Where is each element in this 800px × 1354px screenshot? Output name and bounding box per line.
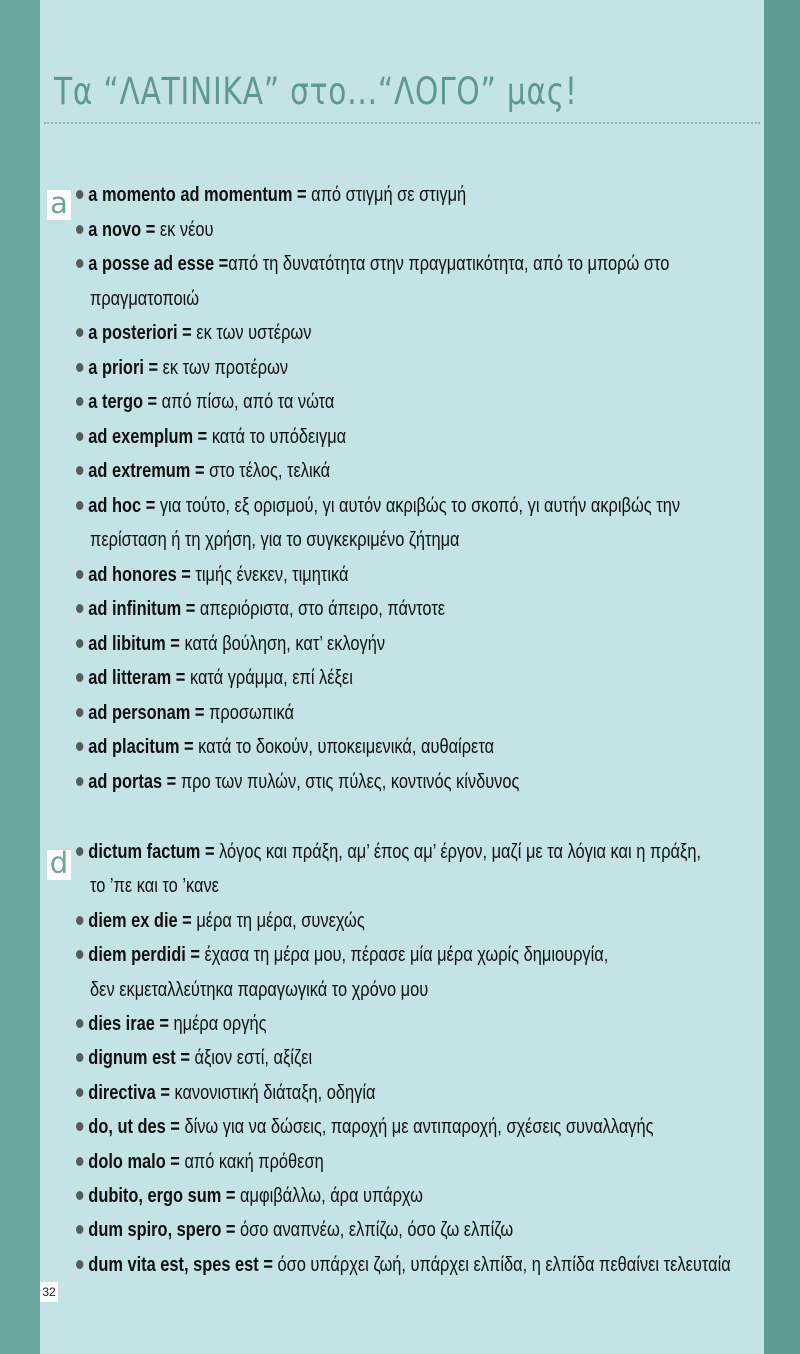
entry-separator: = [221,1185,241,1207]
entry-term: dignum est [88,1047,176,1070]
entry-separator: = [214,253,229,275]
list-item [76,385,334,420]
entry-separator: = [143,356,163,379]
entry-separator: = [155,1081,175,1104]
entry-separator: = [142,391,162,413]
entry-definition: δίνω για να δώσεις, παροχή με αντιπαροχή, σχέσεις συναλλαγής [184,1116,654,1139]
bullet-icon [76,916,83,925]
bullet-icon [76,397,83,406]
entry-definition: από πίσω, από τα νώτα [161,391,335,413]
entry-definition: από κακή πρόθεση [184,1150,324,1173]
bullet-icon [76,639,83,648]
entry-term: ad honores [88,563,177,586]
entry-definition-continuation: δεν εκμεταλλεύτηκα παραγωγικά το χρόνο μου [90,978,429,1001]
entry-definition: κατά βούληση, κατ’ εκλογήν [184,632,386,655]
entry-separator: = [181,598,200,620]
entry-definition-continuation: το ’πε και το ’κανε [90,875,219,898]
entry-definition: όσο αναπνέω, ελπίζω, όσο ζω ελπίζω [240,1219,514,1242]
bullet-icon [76,570,83,579]
entry-term: dum spiro, spero [88,1219,222,1242]
entry-definition: όσο υπάρχει ζωή, υπάρχει ελπίδα, η ελπίδα πεθαίνει τελευταία [277,1253,731,1276]
entry-term: ad exemplum [88,425,194,448]
bullet-icon [76,466,83,475]
entry-term: a posteriori [88,322,178,344]
entry-term: directiva [88,1081,156,1104]
list-item [76,1248,731,1283]
entry-definition: εκ νέου [159,218,214,241]
bullet-icon [76,328,83,337]
entry-definition: στο τέλος, τελικά [209,460,331,482]
entry-term: dies irae [88,1013,155,1035]
bullet-icon [76,673,83,682]
list-item [76,420,346,455]
bullet-icon [76,1053,83,1062]
list-item [76,1007,266,1042]
entry-separator: = [179,736,199,758]
bullet-icon [76,777,83,786]
list-item [76,730,494,765]
bullet-icon [76,363,83,372]
entry-definition: τιμής ένεκεν, τιμητικά [195,563,349,586]
entry-term: ad extremum [88,460,191,482]
bullet-icon [76,1122,83,1131]
entry-term: ad libitum [88,632,166,655]
list-item [76,938,608,973]
entry-definition: αμφιβάλλω, άρα υπάρχω [240,1185,423,1207]
entry-term: ad litteram [88,667,172,689]
entry-term: dum vita est, spes est [88,1253,259,1276]
list-item [76,592,445,627]
entry-term: ad portas [88,770,163,793]
entry-term: a posse ad esse [88,253,215,275]
entry-definition: για τούτο, εξ ορισμού, γι αυτόν ακριβώς το σκοπό, γι αυτήν ακριβώς την [159,494,681,517]
entry-separator: = [190,460,210,482]
entry-definition-continuation: περίσταση ή τη χρήση, για το συγκεκριμένο ζήτημα [90,529,460,551]
list-item [76,904,365,939]
entry-term: ad personam [88,701,191,724]
entry-term: a momento ad momentum [88,184,293,206]
list-item [76,835,701,870]
title-divider [44,122,760,124]
bullet-icon [76,1019,83,1028]
entry-term: a novo [88,218,142,241]
entry-term: dubito, ergo sum [88,1185,222,1207]
entry-definition: έχασα τη μέρα μου, πέρασε μία μέρα χωρίς δημιουργία, [204,944,609,967]
entry-term: do, ut des [88,1116,166,1139]
list-item [76,316,311,351]
list-item [76,351,288,386]
entry-separator: = [141,494,160,517]
entry-separator: = [176,563,196,586]
entry-separator: = [193,425,212,448]
entry-term: ad placitum [88,736,180,758]
page-title: Τα “ΛΑΤΙΝΙΚΑ” στο...“ΛΟΓΟ” μας! [54,70,578,113]
entry-definition: προ των πυλών, στις πύλες, κοντινός κίνδυνος [180,770,520,793]
entry-definition: κατά το υπόδειγμα [211,425,347,448]
entry-term: diem ex die [88,909,178,932]
entry-definition: κανονιστική διάταξη, οδηγία [174,1081,376,1104]
entry-separator: = [171,667,190,689]
entry-term: ad infinitum [88,598,182,620]
section-letter-a: a [47,190,71,220]
entry-separator: = [292,184,312,206]
bullet-icon [76,432,83,441]
list-item [76,765,519,800]
entry-separator: = [154,1013,174,1035]
entry-separator: = [162,770,181,793]
entry-term: dictum factum [88,841,201,863]
list-item [76,696,294,731]
list-item [76,1041,312,1076]
entry-separator: = [258,1253,278,1276]
entry-definition: κατά γράμμα, επί λέξει [189,667,353,689]
entry-definition: από στιγμή σε στιγμή [311,184,467,206]
section-letter-d: d [47,850,71,880]
entry-separator: = [190,701,210,724]
entry-separator: = [177,322,197,344]
entry-separator: = [221,1219,241,1242]
entry-definition: άξιον εστί, αξίζει [194,1047,313,1070]
entry-separator: = [175,1047,195,1070]
list-item [76,1179,423,1214]
entry-term: a tergo [88,391,143,413]
entry-term: a priori [88,356,144,379]
bullet-icon [76,1191,83,1200]
page-number: 32 [40,1282,58,1302]
bullet-icon [76,225,83,234]
entry-definition: προσωπικά [209,701,294,724]
entry-term: ad hoc [88,494,142,517]
entry-definition: λόγος και πράξη, αμ’ έπος αμ’ έργον, μαζί με τα λόγια και η πράξη, [219,841,702,863]
bullet-icon [76,742,83,751]
bullet-icon [76,259,83,268]
list-item [76,558,348,593]
list-item [76,1213,513,1248]
list-item [76,1076,375,1111]
list-item [76,1145,324,1180]
entry-separator: = [185,944,205,967]
bullet-icon [76,847,83,856]
bullet-icon [76,1260,83,1269]
entry-separator: = [141,218,160,241]
entry-separator: = [165,1116,185,1139]
entry-term: dolo malo [88,1150,166,1173]
entry-term: diem perdidi [88,944,186,967]
entry-separator: = [177,909,197,932]
entry-separator: = [200,841,220,863]
right-border-band [764,0,800,1354]
entry-definition: από τη δυνατότητα στην πραγματικότητα, από το μπορώ στο [228,253,670,275]
list-item [76,661,353,696]
entry-definition: κατά το δοκούν, υποκειμενικά, αυθαίρετα [198,736,495,758]
entry-separator: = [165,632,185,655]
bullet-icon [76,708,83,717]
list-item [76,247,669,282]
entry-separator: = [165,1150,185,1173]
list-item [76,489,680,524]
left-border-band [0,0,40,1354]
list-item [76,454,330,489]
entry-definition: απεριόριστα, στο άπειρο, πάντοτε [199,598,446,620]
entry-definition-continuation: πραγματοποιώ [90,287,200,310]
bullet-icon [76,1088,83,1097]
bullet-icon [76,501,83,510]
bullet-icon [76,1157,83,1166]
bullet-icon [76,950,83,959]
entry-definition: εκ των υστέρων [196,322,312,344]
list-item [76,178,466,213]
list-item [76,213,214,248]
entry-definition: μέρα τη μέρα, συνεχώς [196,909,365,932]
list-item [76,627,385,662]
entry-definition: ημέρα οργής [173,1013,267,1035]
list-item [76,1110,654,1145]
bullet-icon [76,1225,83,1234]
bullet-icon [76,604,83,613]
entry-definition: εκ των προτέρων [162,356,289,379]
bullet-icon [76,190,83,199]
